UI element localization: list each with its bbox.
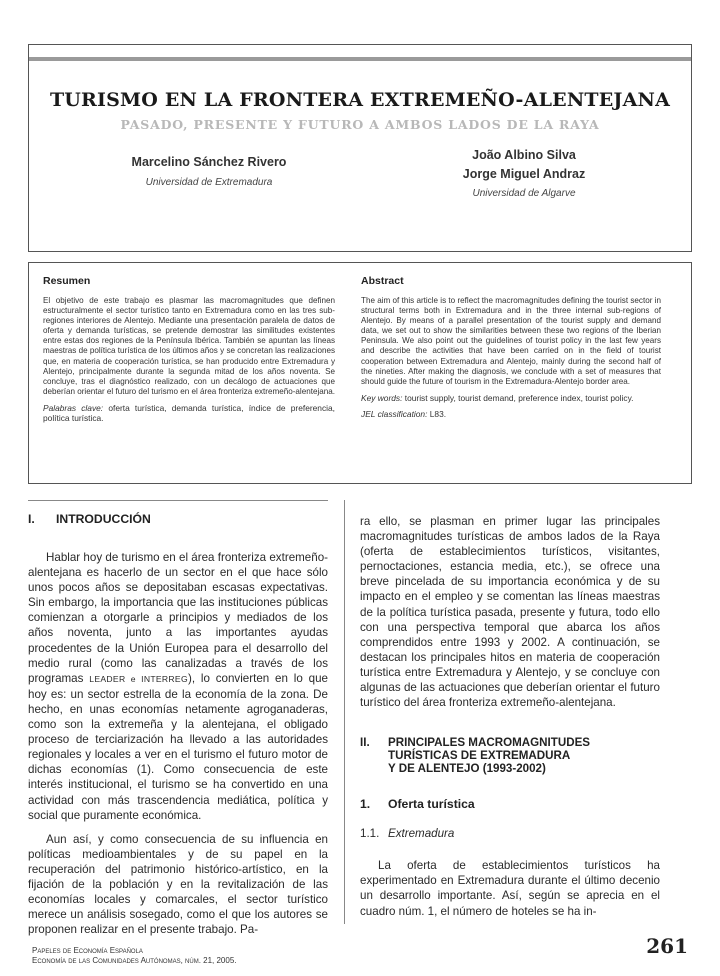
section-ii-title-1: PRINCIPALES MACROMAGNITUDES bbox=[388, 736, 591, 750]
journal-issue: Economía de las Comunidades Autónomas, núm. 21, 2005. bbox=[32, 956, 237, 965]
jel-classification bbox=[361, 409, 661, 419]
subsubsection-number: 1.1. bbox=[360, 827, 380, 841]
resumen-heading: Resumen bbox=[43, 275, 91, 287]
keywords-es: oferta turística, demanda turística, índice de preferencia, política turística. bbox=[43, 402, 335, 424]
left-column bbox=[28, 512, 328, 937]
keywords-en: tourist supply, tourist demand, preference index, tourist policy. bbox=[404, 392, 634, 403]
journal-name: Papeles de Economía Española bbox=[32, 946, 143, 955]
title-box bbox=[28, 44, 692, 252]
subsubsection-extremadura bbox=[360, 827, 660, 840]
jel-label: JEL classification: bbox=[361, 409, 428, 420]
subsection-oferta bbox=[360, 797, 660, 811]
article-title: TURISMO EN LA FRONTERA EXTREMEÑO-ALENTEJANA bbox=[49, 89, 671, 111]
section-ii-line-1 bbox=[360, 736, 660, 749]
right-column bbox=[360, 514, 660, 919]
article-subtitle: PASADO, PRESENTE Y FUTURO A AMBOS LADOS DE LA RAYA bbox=[120, 117, 600, 132]
resumen-column bbox=[43, 275, 335, 424]
abstract-box bbox=[28, 262, 692, 484]
abstract-text: The aim of this article is to reflect the macromagnitudes defining the tourist sector in structural terms both in Extremadura and in the three internal sub-regions of Alentejo. By means of a parallel presentation of the tourist supply and demand data, we set out to show the similarities between these two regions of the Iberian Peninsula. We also point out the guidelines of tourist policy in the last few years and describe the activities that have been carried on in the field of tourist cooperation between Extremadura and Alentejo, mainly during the second half of the nineties. After making the diagnosis, we conclude with a set of measures that should guide the future of tourism in the Extremadura-Alentejo border area. bbox=[361, 296, 661, 386]
intro-p1-part-a: Hablar hoy de turismo en el área fronteriza extremeño-alentejana es hacerlo de un sector en el que hace sólo unos pocos años se depositaban escasas expectativas. Sin embargo, la importancia que las instituciones públicas comienzan a otorgarle a principios y mediados de los años noventa, junto a las importantes ayudas procedentes de la Unión Europea para el desarrollo del medio rural (como las canalizadas a través de los programas bbox=[28, 551, 328, 685]
affiliation-extremadura: Universidad de Extremadura bbox=[145, 177, 273, 188]
section-number: I. bbox=[28, 512, 35, 526]
jel-code: L83. bbox=[429, 409, 447, 420]
subsection-number: 1. bbox=[360, 797, 371, 812]
abstract-keywords bbox=[361, 393, 661, 403]
author-sanchez: Marcelino Sánchez Rivero bbox=[131, 155, 287, 169]
keywords-label-es: Palabras clave: bbox=[43, 402, 104, 413]
affiliation-algarve: Universidad de Algarve bbox=[472, 188, 576, 199]
author-andraz: Jorge Miguel Andraz bbox=[462, 167, 586, 181]
title-band bbox=[29, 57, 691, 61]
right-paragraph-continued: ra ello, se plasman en primer lugar las principales macromagnitudes turísticas de ambos lados de la Raya (oferta de establecimientos turísticos, visitantes, pernoctaciones, estancia media, etc.), se ofrece una breve pincelada de su importancia económica y de su impacto en el empleo y se comentan las líneas maestras de la política turística pasada, presente y futura, todo ello con una perspectiva temporal que abarca los años comprendidos entre 1993 y 2002. A continuación, se destacan los principales hitos en materia de cooperación turística entre Extremadura y Alentejo, y se concluye con algunas de las actuaciones que deberían orientar el futuro turístico del área fronteriza extremeño-alentejana. bbox=[360, 515, 660, 710]
section-ii-title-3: Y DE ALENTEJO (1993-2002) bbox=[388, 762, 546, 776]
page-number: 261 bbox=[646, 934, 688, 958]
oferta-paragraph: La oferta de establecimientos turísticos ha experimentado en Extremadura durante el último decenio un desarrollo importante. Así, según se aprecia en el cuadro núm. 1, el número de hoteles se ha in- bbox=[360, 859, 660, 918]
resumen-keywords bbox=[43, 403, 335, 424]
abstract-heading: Abstract bbox=[361, 275, 404, 287]
subsubsection-title: Extremadura bbox=[388, 827, 455, 841]
intro-paragraph-1 bbox=[28, 550, 328, 823]
section-heading-ii bbox=[360, 736, 660, 775]
left-column-rule bbox=[28, 500, 328, 501]
abstract-column bbox=[361, 275, 661, 420]
journal-footer bbox=[32, 946, 237, 966]
section-heading-introduccion bbox=[28, 512, 328, 526]
programs-smallcaps: LEADER e INTERREG bbox=[89, 673, 188, 684]
column-divider bbox=[344, 500, 345, 924]
subsection-title: Oferta turística bbox=[388, 797, 475, 812]
intro-paragraph-2: Aun así, y como consecuencia de su influencia en políticas medioambientales y de su papel en la recuperación del patrimonio histórico-artístico, en la fijación de la población y en la revitalización de las economías locales y comarcales, el sector turístico merece un análisis sosegado, como el que los autores se proponen realizar en el presente trabajo. Pa- bbox=[28, 832, 328, 937]
intro-p1-part-b: ), lo convierten en lo que hoy es: un sector estrella de la economía de la zona. De hecho, en unas economías netamente agroganaderas, como son la extremeña y la alentejana, el obligado proceso de terciarización ha llevado a las autoridades regionales y locales a ver en el turismo el futuro motor de dichas economías (1). Como consecuencia de este interés institucional, el turismo se ha convertido en una actividad con más trascendencia mediática, política y social que puramente económica. bbox=[28, 671, 328, 822]
keywords-label-en: Key words: bbox=[361, 392, 403, 403]
resumen-text: El objetivo de este trabajo es plasmar las macromagnitudes que definen estructuralmente el sector turístico tanto en Extremadura como en las tres sub-regiones interiores de Alentejo. Mediante una presentación paralela de datos de oferta y demanda turísticas, se pretende demostrar las similitudes existentes entre estas dos regiones de la Península Ibérica. También se apuntan las líneas maestras de política turística de los últimos años y se concretan las realizaciones que, en materia de cooperación turística, se han producido entre Extremadura y Alentejo, principalmente durante la segunda mitad de los años noventa. Se concluye, tras el diagnóstico realizado, con un decálogo de actuaciones que deberían orientar el futuro del turismo en el área fronteriza extremeño-alentejana. bbox=[43, 296, 335, 396]
author-silva: João Albino Silva bbox=[472, 148, 576, 162]
section-ii-title-2: TURÍSTICAS DE EXTREMADURA bbox=[388, 749, 571, 763]
section-ii-number: II. bbox=[360, 736, 370, 750]
section-title: INTRODUCCIÓN bbox=[56, 512, 151, 526]
